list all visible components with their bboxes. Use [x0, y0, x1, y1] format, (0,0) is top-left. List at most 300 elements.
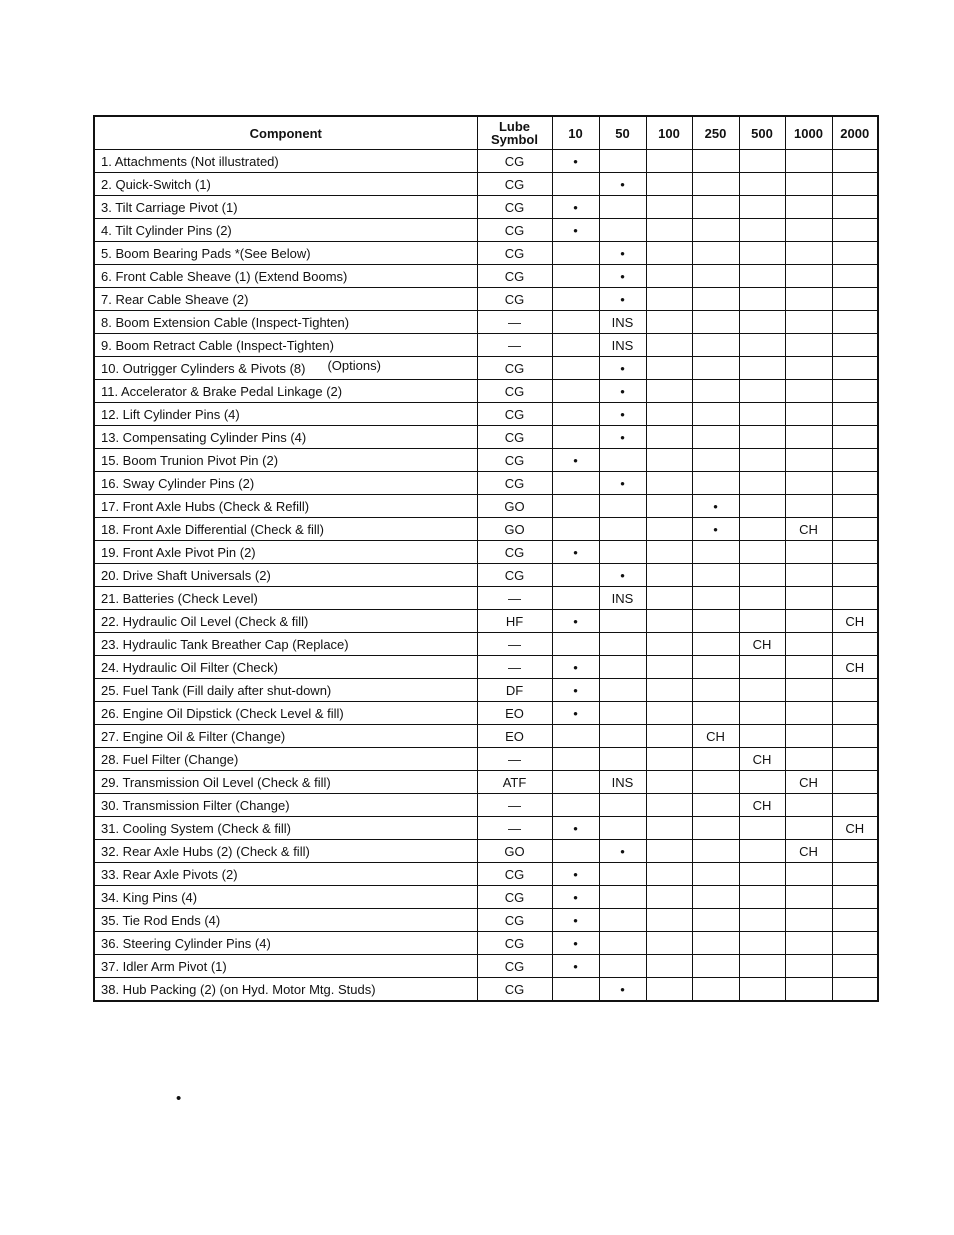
interval-cell	[785, 495, 832, 518]
component-cell	[94, 196, 477, 219]
table-row	[94, 748, 878, 771]
interval-cell: CH	[785, 518, 832, 541]
interval-cell	[832, 932, 878, 955]
component-label: 3. Tilt Carriage Pivot (1)	[101, 199, 238, 215]
component-label: 22. Hydraulic Oil Level (Check & fill)	[101, 613, 309, 629]
interval-cell	[692, 265, 739, 288]
interval-cell	[552, 265, 599, 288]
interval-cell: •	[599, 564, 646, 587]
interval-cell	[692, 863, 739, 886]
interval-cell	[646, 541, 692, 564]
component-cell	[94, 978, 477, 1002]
interval-cell	[646, 679, 692, 702]
table-row	[94, 863, 878, 886]
interval-cell: CH	[692, 725, 739, 748]
interval-cell: CH	[739, 633, 785, 656]
interval-cell	[832, 863, 878, 886]
lube-symbol-cell: CG	[477, 288, 552, 311]
component-cell	[94, 380, 477, 403]
interval-cell	[832, 426, 878, 449]
interval-cell	[785, 817, 832, 840]
interval-cell	[599, 196, 646, 219]
lube-symbol-cell: —	[477, 334, 552, 357]
interval-cell	[739, 311, 785, 334]
interval-cell: •	[599, 265, 646, 288]
interval-cell: •	[599, 173, 646, 196]
component-label: 6. Front Cable Sheave (1) (Extend Booms)	[101, 268, 348, 284]
interval-cell	[599, 495, 646, 518]
interval-cell	[599, 886, 646, 909]
interval-cell	[785, 265, 832, 288]
interval-cell	[552, 288, 599, 311]
lube-symbol-cell: GO	[477, 518, 552, 541]
interval-header: 10	[552, 116, 599, 150]
interval-cell	[646, 886, 692, 909]
component-label: 16. Sway Cylinder Pins (2)	[101, 475, 255, 491]
interval-cell	[785, 288, 832, 311]
table-row	[94, 955, 878, 978]
component-label: 28. Fuel Filter (Change)	[101, 751, 239, 767]
table-row	[94, 610, 878, 633]
interval-cell	[785, 633, 832, 656]
interval-cell	[646, 610, 692, 633]
interval-cell	[739, 978, 785, 1002]
component-label: 31. Cooling System (Check & fill)	[101, 820, 292, 836]
interval-cell	[739, 242, 785, 265]
interval-cell	[599, 656, 646, 679]
interval-cell	[832, 702, 878, 725]
interval-cell	[739, 357, 785, 380]
component-label: 37. Idler Arm Pivot (1)	[101, 958, 227, 974]
interval-cell	[785, 863, 832, 886]
interval-cell	[785, 196, 832, 219]
interval-cell	[692, 909, 739, 932]
component-label: 20. Drive Shaft Universals (2)	[101, 567, 271, 583]
lube-symbol-cell: CG	[477, 403, 552, 426]
lube-symbol-cell: —	[477, 656, 552, 679]
interval-cell	[692, 449, 739, 472]
interval-cell	[646, 840, 692, 863]
interval-cell	[599, 932, 646, 955]
table-row	[94, 495, 878, 518]
interval-cell	[739, 564, 785, 587]
interval-cell	[552, 472, 599, 495]
interval-cell: •	[552, 932, 599, 955]
interval-cell	[646, 702, 692, 725]
footnote-bullet: •	[176, 1090, 182, 1107]
component-label: 25. Fuel Tank (Fill daily after shut-down)	[101, 682, 332, 698]
interval-cell	[646, 518, 692, 541]
interval-header: 2000	[832, 116, 878, 150]
interval-cell	[552, 495, 599, 518]
lube-symbol-cell: CG	[477, 886, 552, 909]
interval-cell	[785, 403, 832, 426]
component-cell	[94, 955, 477, 978]
lube-header-line1: Lube	[498, 119, 531, 134]
interval-cell	[552, 311, 599, 334]
table-row	[94, 679, 878, 702]
interval-cell: •	[552, 150, 599, 173]
interval-cell	[739, 610, 785, 633]
interval-cell	[599, 817, 646, 840]
interval-cell	[599, 219, 646, 242]
interval-cell	[646, 633, 692, 656]
interval-cell	[692, 380, 739, 403]
table-row	[94, 541, 878, 564]
lube-symbol-cell: CG	[477, 541, 552, 564]
interval-cell	[552, 357, 599, 380]
lube-symbol-cell: EO	[477, 702, 552, 725]
lube-symbol-cell: —	[477, 794, 552, 817]
interval-cell	[832, 495, 878, 518]
interval-cell	[599, 541, 646, 564]
lube-symbol-cell: DF	[477, 679, 552, 702]
component-cell	[94, 449, 477, 472]
interval-cell	[785, 978, 832, 1002]
interval-cell: •	[552, 909, 599, 932]
interval-cell: •	[599, 426, 646, 449]
component-cell	[94, 334, 477, 357]
interval-cell	[646, 288, 692, 311]
interval-cell	[739, 472, 785, 495]
component-cell	[94, 265, 477, 288]
table-row	[94, 311, 878, 334]
interval-cell	[692, 403, 739, 426]
interval-cell	[552, 633, 599, 656]
interval-cell	[646, 725, 692, 748]
interval-cell	[785, 472, 832, 495]
interval-cell	[692, 817, 739, 840]
interval-cell	[785, 587, 832, 610]
interval-cell	[692, 955, 739, 978]
interval-cell	[785, 426, 832, 449]
component-label: 33. Rear Axle Pivots (2)	[101, 866, 238, 882]
component-label: 4. Tilt Cylinder Pins (2)	[101, 222, 232, 238]
interval-cell	[832, 265, 878, 288]
interval-cell	[552, 725, 599, 748]
interval-cell: CH	[739, 794, 785, 817]
interval-cell	[599, 955, 646, 978]
interval-cell	[832, 403, 878, 426]
interval-cell	[646, 587, 692, 610]
interval-cell	[739, 955, 785, 978]
interval-cell	[692, 219, 739, 242]
component-cell	[94, 472, 477, 495]
interval-cell	[552, 840, 599, 863]
interval-cell	[785, 242, 832, 265]
interval-cell	[739, 288, 785, 311]
interval-cell	[692, 794, 739, 817]
interval-cell	[646, 150, 692, 173]
table-row	[94, 380, 878, 403]
lube-symbol-cell: CG	[477, 380, 552, 403]
table-row	[94, 288, 878, 311]
interval-cell	[646, 472, 692, 495]
lube-symbol-cell: EO	[477, 725, 552, 748]
interval-cell	[692, 311, 739, 334]
interval-cell: •	[552, 449, 599, 472]
interval-cell: •	[692, 518, 739, 541]
table-row	[94, 426, 878, 449]
table-row	[94, 817, 878, 840]
component-label: 1. Attachments (Not illustrated)	[101, 153, 279, 169]
interval-cell	[785, 311, 832, 334]
interval-cell	[552, 978, 599, 1002]
interval-cell	[785, 219, 832, 242]
lube-symbol-cell: CG	[477, 955, 552, 978]
interval-cell	[832, 725, 878, 748]
interval-cell	[785, 610, 832, 633]
component-cell	[94, 587, 477, 610]
interval-cell	[785, 794, 832, 817]
component-label: 15. Boom Trunion Pivot Pin (2)	[101, 452, 279, 468]
interval-cell	[785, 702, 832, 725]
interval-cell	[739, 817, 785, 840]
interval-cell	[832, 886, 878, 909]
interval-cell	[646, 403, 692, 426]
table-row	[94, 334, 878, 357]
component-cell	[94, 311, 477, 334]
component-label: 12. Lift Cylinder Pins (4)	[101, 406, 240, 422]
component-label: 35. Tie Rod Ends (4)	[101, 912, 221, 928]
lube-symbol-cell: CG	[477, 978, 552, 1002]
interval-cell	[739, 541, 785, 564]
table-row	[94, 403, 878, 426]
interval-cell	[692, 702, 739, 725]
component-label: 21. Batteries (Check Level)	[101, 590, 258, 606]
interval-cell: •	[552, 679, 599, 702]
component-label: 27. Engine Oil & Filter (Change)	[101, 728, 286, 744]
interval-cell: •	[599, 242, 646, 265]
table-row	[94, 357, 878, 380]
interval-cell	[692, 541, 739, 564]
component-cell	[94, 840, 477, 863]
component-cell	[94, 518, 477, 541]
interval-cell	[692, 840, 739, 863]
interval-cell	[692, 932, 739, 955]
component-cell	[94, 771, 477, 794]
interval-cell	[552, 794, 599, 817]
interval-cell	[785, 886, 832, 909]
interval-cell	[832, 196, 878, 219]
component-label: 9. Boom Retract Cable (Inspect-Tighten)	[101, 337, 334, 353]
interval-cell	[692, 334, 739, 357]
table-row	[94, 725, 878, 748]
interval-cell	[739, 495, 785, 518]
component-cell	[94, 863, 477, 886]
component-header: Component	[94, 116, 477, 150]
interval-cell: •	[552, 863, 599, 886]
component-cell	[94, 679, 477, 702]
table-row	[94, 978, 878, 1002]
interval-cell: •	[599, 380, 646, 403]
component-label: 2. Quick-Switch (1)	[101, 176, 211, 192]
table-row	[94, 909, 878, 932]
component-cell	[94, 748, 477, 771]
lube-symbol-cell: CG	[477, 564, 552, 587]
interval-cell	[739, 656, 785, 679]
component-label: 38. Hub Packing (2) (on Hyd. Motor Mtg. Studs)	[101, 981, 376, 997]
interval-cell	[552, 748, 599, 771]
table-row	[94, 150, 878, 173]
interval-cell	[739, 886, 785, 909]
lube-symbol-cell: CG	[477, 265, 552, 288]
component-cell	[94, 932, 477, 955]
lube-symbol-cell: CG	[477, 219, 552, 242]
interval-cell	[832, 909, 878, 932]
interval-cell: CH	[832, 656, 878, 679]
component-cell	[94, 886, 477, 909]
component-cell	[94, 564, 477, 587]
interval-cell	[692, 357, 739, 380]
interval-cell	[832, 150, 878, 173]
interval-cell	[646, 955, 692, 978]
table-row	[94, 219, 878, 242]
interval-cell	[692, 748, 739, 771]
lube-symbol-cell: —	[477, 311, 552, 334]
interval-cell	[832, 840, 878, 863]
interval-cell	[785, 150, 832, 173]
interval-cell: •	[599, 403, 646, 426]
interval-cell	[739, 679, 785, 702]
interval-cell	[739, 702, 785, 725]
interval-cell: •	[552, 656, 599, 679]
interval-cell: •	[599, 288, 646, 311]
component-cell	[94, 173, 477, 196]
interval-cell	[599, 449, 646, 472]
lube-symbol-cell: CG	[477, 426, 552, 449]
lube-chart-table	[93, 115, 879, 1002]
interval-cell: CH	[739, 748, 785, 771]
component-label: 19. Front Axle Pivot Pin (2)	[101, 544, 256, 560]
table-row	[94, 518, 878, 541]
interval-cell	[646, 449, 692, 472]
interval-cell	[692, 679, 739, 702]
interval-cell	[832, 794, 878, 817]
component-cell	[94, 702, 477, 725]
interval-cell	[832, 288, 878, 311]
component-label: 23. Hydraulic Tank Breather Cap (Replace)	[101, 636, 349, 652]
component-cell	[94, 541, 477, 564]
component-label: 24. Hydraulic Oil Filter (Check)	[101, 659, 278, 675]
interval-cell	[832, 219, 878, 242]
interval-cell	[552, 242, 599, 265]
interval-cell	[646, 196, 692, 219]
interval-cell	[599, 610, 646, 633]
interval-cell	[785, 564, 832, 587]
interval-cell	[646, 771, 692, 794]
component-cell	[94, 219, 477, 242]
interval-cell: •	[599, 357, 646, 380]
component-label: 17. Front Axle Hubs (Check & Refill)	[101, 498, 310, 514]
interval-cell: •	[552, 219, 599, 242]
interval-cell	[739, 403, 785, 426]
interval-cell	[739, 265, 785, 288]
interval-cell	[692, 288, 739, 311]
component-cell	[94, 403, 477, 426]
interval-cell	[739, 518, 785, 541]
interval-cell	[599, 518, 646, 541]
interval-cell	[599, 702, 646, 725]
interval-cell	[832, 587, 878, 610]
interval-cell	[785, 334, 832, 357]
interval-cell	[646, 495, 692, 518]
table-row	[94, 932, 878, 955]
interval-cell	[785, 656, 832, 679]
lube-symbol-cell: CG	[477, 173, 552, 196]
interval-cell: •	[552, 541, 599, 564]
interval-cell	[832, 771, 878, 794]
interval-cell	[646, 932, 692, 955]
interval-cell: •	[552, 955, 599, 978]
component-cell	[94, 817, 477, 840]
component-label: 32. Rear Axle Hubs (2) (Check & fill)	[101, 843, 310, 859]
interval-cell	[692, 771, 739, 794]
table-row	[94, 587, 878, 610]
component-label: 29. Transmission Oil Level (Check & fill)	[101, 774, 331, 790]
table-row	[94, 242, 878, 265]
lube-symbol-header	[477, 116, 552, 150]
interval-cell	[552, 518, 599, 541]
interval-cell: INS	[599, 771, 646, 794]
interval-cell	[552, 380, 599, 403]
interval-cell	[832, 978, 878, 1002]
lube-symbol-cell: —	[477, 587, 552, 610]
interval-cell	[692, 656, 739, 679]
interval-header: 100	[646, 116, 692, 150]
interval-cell	[646, 794, 692, 817]
component-label: 7. Rear Cable Sheave (2)	[101, 291, 249, 307]
component-cell	[94, 656, 477, 679]
interval-cell	[785, 932, 832, 955]
interval-cell	[832, 242, 878, 265]
interval-cell	[646, 265, 692, 288]
interval-cell	[739, 840, 785, 863]
interval-cell	[552, 564, 599, 587]
interval-cell	[599, 863, 646, 886]
component-label: 30. Transmission Filter (Change)	[101, 797, 290, 813]
interval-cell	[646, 173, 692, 196]
lube-symbol-cell: CG	[477, 242, 552, 265]
interval-cell	[599, 150, 646, 173]
interval-cell	[739, 334, 785, 357]
lube-symbol-cell: CG	[477, 357, 552, 380]
interval-cell	[646, 909, 692, 932]
lube-symbol-cell: ATF	[477, 771, 552, 794]
component-label: 11. Accelerator & Brake Pedal Linkage (2)	[101, 383, 343, 399]
interval-cell	[552, 334, 599, 357]
table-row	[94, 472, 878, 495]
interval-cell	[832, 564, 878, 587]
interval-cell	[785, 725, 832, 748]
lube-symbol-cell: HF	[477, 610, 552, 633]
component-label: 36. Steering Cylinder Pins (4)	[101, 935, 271, 951]
interval-header: 50	[599, 116, 646, 150]
table-row	[94, 196, 878, 219]
interval-cell	[692, 564, 739, 587]
interval-cell: CH	[832, 610, 878, 633]
interval-header: 1000	[785, 116, 832, 150]
interval-cell	[739, 863, 785, 886]
component-cell	[94, 610, 477, 633]
table-row	[94, 794, 878, 817]
interval-cell	[785, 541, 832, 564]
component-label: 10. Outrigger Cylinders & Pivots (8)	[101, 360, 306, 376]
table-row	[94, 449, 878, 472]
interval-cell	[785, 357, 832, 380]
interval-cell	[739, 771, 785, 794]
table-row	[94, 633, 878, 656]
